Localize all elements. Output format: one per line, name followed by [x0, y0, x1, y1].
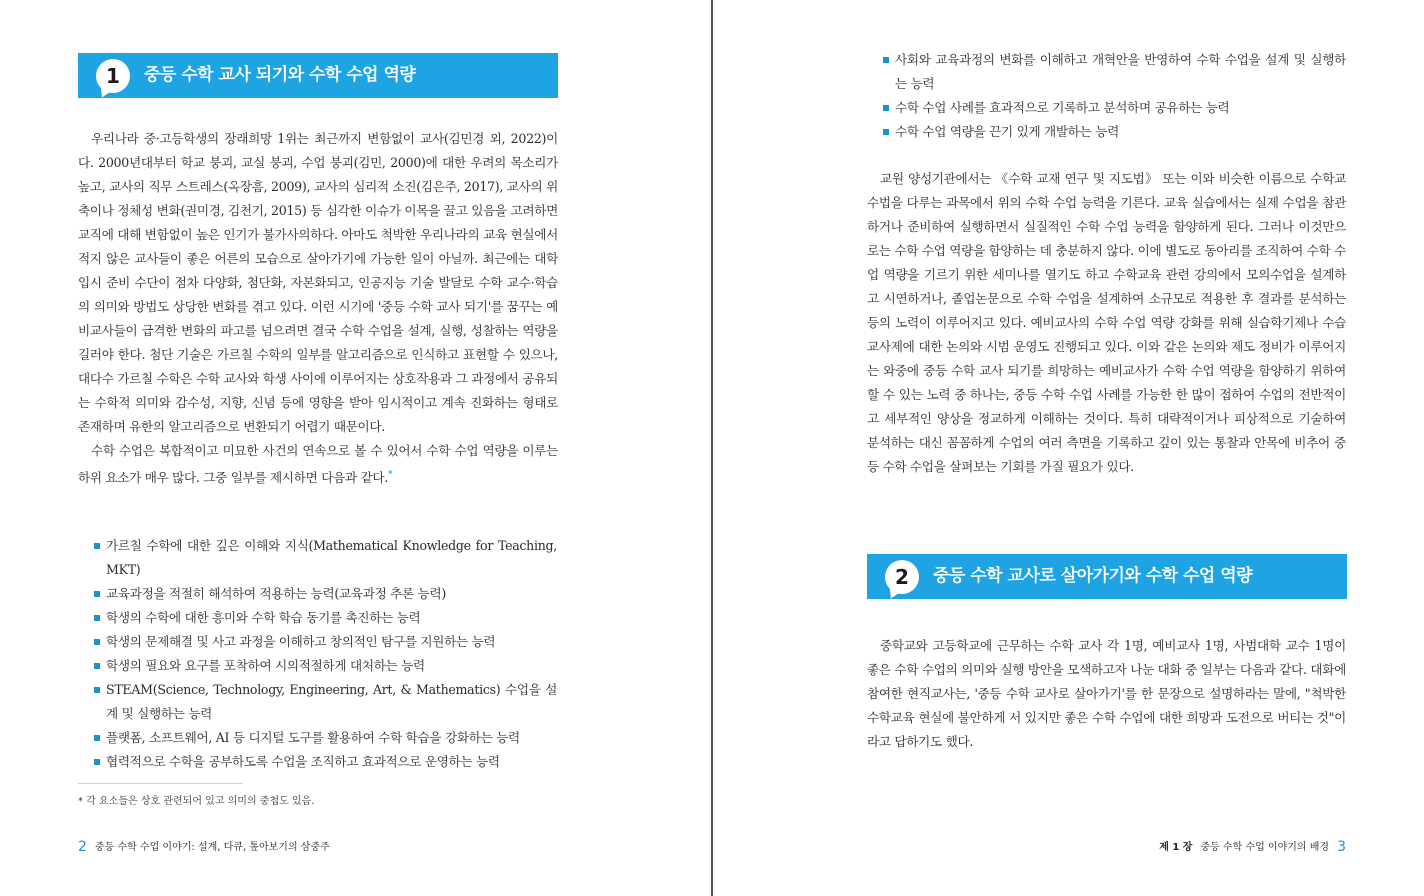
- list-item: STEAM(Science, Technology, Engineering, Art, & Mathematics) 수업을 설계 및 실행하는 능력: [94, 678, 557, 726]
- page-footer: [78, 838, 330, 855]
- list-item: 학생의 문제해결 및 사고 과정을 이해하고 창의적인 탐구를 지원하는 능력: [94, 630, 557, 654]
- section-number-badge: 1: [96, 59, 130, 93]
- page-number: 3: [1337, 839, 1346, 855]
- right-page: [713, 0, 1424, 896]
- list-item: 수학 수업 역량을 끈기 있게 개발하는 능력: [883, 120, 1346, 144]
- paragraph: 교원 양성기관에서는 《수학 교재 연구 및 지도법》 또는 이와 비슷한 이름으로 수학교수법을 다루는 과목에서 위의 수학 수업 능력을 기른다. 교육 실습에서는 실제 수업을 참관하거나 준비하여 실행하면서 실질적인 수학 수업 능력을 함양하게 된다. 그러나 이것만으로는 수학 수업 역량을 함양하는 데 충분하지 않다. 이에 별도로 동아리를 조직하여 수학 수업 역량을 기르기 위한 세미나를 열기도 하고 수학교육 관련 강의에서 모의수업을 설계하고 시연하거나, 졸업논문으로 수학 수업을 설계하여 소규모로 적용한 후 결과를 분석하는 등의 노력이 이루어지고 있다. 예비교사의 수학 수업 역량 강화를 위해 실습학기제나 수습교사제에 대한 논의와 시범 운영도 진행되고 있다. 이와 같은 논의와 제도 정비가 이루어지는 와중에 중등 수학 교사 되기를 희망하는 예비교사가 수학 수업 역량을 함양하기 위하여 할 수 있는 노력 중 하나는, 중등 수학 수업 사례를 가능한 한 많이 접하여 수업의 전반적이고 세부적인 양상을 정교하게 이해하는 것이다. 특히 대략적이거나 피상적으로 기술하여 분석하는 대신 꼼꼼하게 수업의 여러 측면을 기록하고 깊이 있는 통찰과 안목에 비추어 중등 수학 수업을 살펴보는 기회를 가질 필요가 있다.: [867, 171, 1347, 474]
- footnote-rule: [78, 783, 243, 784]
- paragraph: 수학 수업은 복합적이고 미묘한 사건의 연속으로 볼 수 있어서 수학 수업 역량을 이루는 하위 요소가 매우 많다. 그중 일부를 제시하면 다음과 같다.*: [78, 443, 558, 486]
- list-item: 수학 수업 사례를 효과적으로 기록하고 분석하며 공유하는 능력: [883, 96, 1346, 120]
- list-item: 학생의 필요와 요구를 포착하여 시의적절하게 대처하는 능력: [94, 654, 557, 678]
- paragraph: 중학교와 고등학교에 근무하는 수학 교사 각 1명, 예비교사 1명, 사범대학 교수 1명이 좋은 수학 수업의 의미와 실행 방안을 모색하고자 나눈 대화 중 일부는 다음과 같다. 대화에 참여한 현직교사는, '중등 수학 교사로 살아가기'를 한 문장으로 설명하라는 말에, "척박한 수학교육 현실에 불안하게 서 있지만 좋은 수학 수업에 대한 희망과 도전으로 버티는 것"이라고 답하기도 했다.: [867, 638, 1347, 749]
- page-number: 2: [78, 839, 87, 855]
- list-item: 협력적으로 수학을 공부하도록 수업을 조직하고 효과적으로 운영하는 능력: [94, 750, 557, 774]
- page-footer: [1159, 838, 1346, 855]
- chapter-label: 제 1 장: [1159, 842, 1193, 853]
- section-2-header: [867, 554, 1347, 599]
- running-title: 중등 수학 수업 이야기의 배경: [1200, 842, 1330, 853]
- list-item: 플랫폼, 소프트웨어, AI 등 디지털 도구를 활용하여 수학 학습을 강화하는 능력: [94, 726, 557, 750]
- paragraph: 우리나라 중·고등학생의 장래희망 1위는 최근까지 변함없이 교사(김민경 외, 2022)이다. 2000년대부터 학교 붕괴, 교실 붕괴, 수업 붕괴(김민, 2000)에 대한 우려의 목소리가 높고, 교사의 직무 스트레스(옥장흠, 2009), 교사의 심리적 소진(김은주, 2017), 교사의 위축이나 정체성 변화(권미경, 김천기, 2015) 등 심각한 이슈가 이목을 끌고 있음을 고려하면 교직에 대해 변함없이 높은 인기가 불가사의하다. 아마도 척박한 우리나라의 교육 현실에서 적지 않은 교사들이 좋은 어른의 모습으로 살아가기에 가능한 일이 아닐까. 최근에는 대학입시 준비 수단이 점차 다양화, 첨단화, 자본화되고, 인공지능 기술 발달로 수학 교수·학습의 의미와 방법도 상당한 변화를 겪고 있다. 이런 시기에 '중등 수학 교사 되기'를 꿈꾸는 예비교사들이 급격한 변화의 파고를 넘으려면 결국 수학 수업을 설계, 실행, 성찰하는 역량을 길러야 한다. 첨단 기술은 가르칠 수학의 일부를 알고리즘으로 인식하고 표현할 수 있으나, 대다수 가르칠 수학은 수학 교사와 학생 사이에 이루어지는 상호작용과 그 과정에서 공유되는 수학적 의미와 감수성, 지향, 신념 등에 영향을 받아 임시적이고 계속 진화하는 형태로 존재하며 유한의 알고리즘으로 변환되기 어렵기 때문이다.: [78, 131, 558, 434]
- body-text: [867, 634, 1346, 754]
- section-1-header: [78, 53, 558, 98]
- section-title: 중등 수학 교사로 살아가기와 수학 수업 역량: [933, 566, 1253, 586]
- competency-list-continued: [883, 48, 1346, 144]
- list-item: 학생의 수학에 대한 흥미와 수학 학습 동기를 촉진하는 능력: [94, 606, 557, 630]
- footnote: * 각 요소들은 상호 관련되어 있고 의미의 중첩도 있음.: [78, 796, 315, 807]
- competency-list: [94, 534, 557, 774]
- list-item: 사회와 교육과정의 변화를 이해하고 개혁안을 반영하여 수학 수업을 설계 및 실행하는 능력: [883, 48, 1346, 96]
- running-title: 중등 수학 수업 이야기: 설계, 다큐, 톺아보기의 삼중주: [94, 842, 330, 853]
- section-title: 중등 수학 교사 되기와 수학 수업 역량: [144, 65, 416, 85]
- footnote-marker: *: [387, 470, 393, 480]
- body-text: [78, 127, 558, 490]
- body-text: [867, 167, 1346, 479]
- list-item: 교육과정을 적절히 해석하여 적용하는 능력(교육과정 추론 능력): [94, 582, 557, 606]
- list-item: 가르칠 수학에 대한 깊은 이해와 지식(Mathematical Knowledge for Teaching, MKT): [94, 534, 557, 582]
- left-page: [0, 0, 711, 896]
- section-number-badge: 2: [885, 560, 919, 594]
